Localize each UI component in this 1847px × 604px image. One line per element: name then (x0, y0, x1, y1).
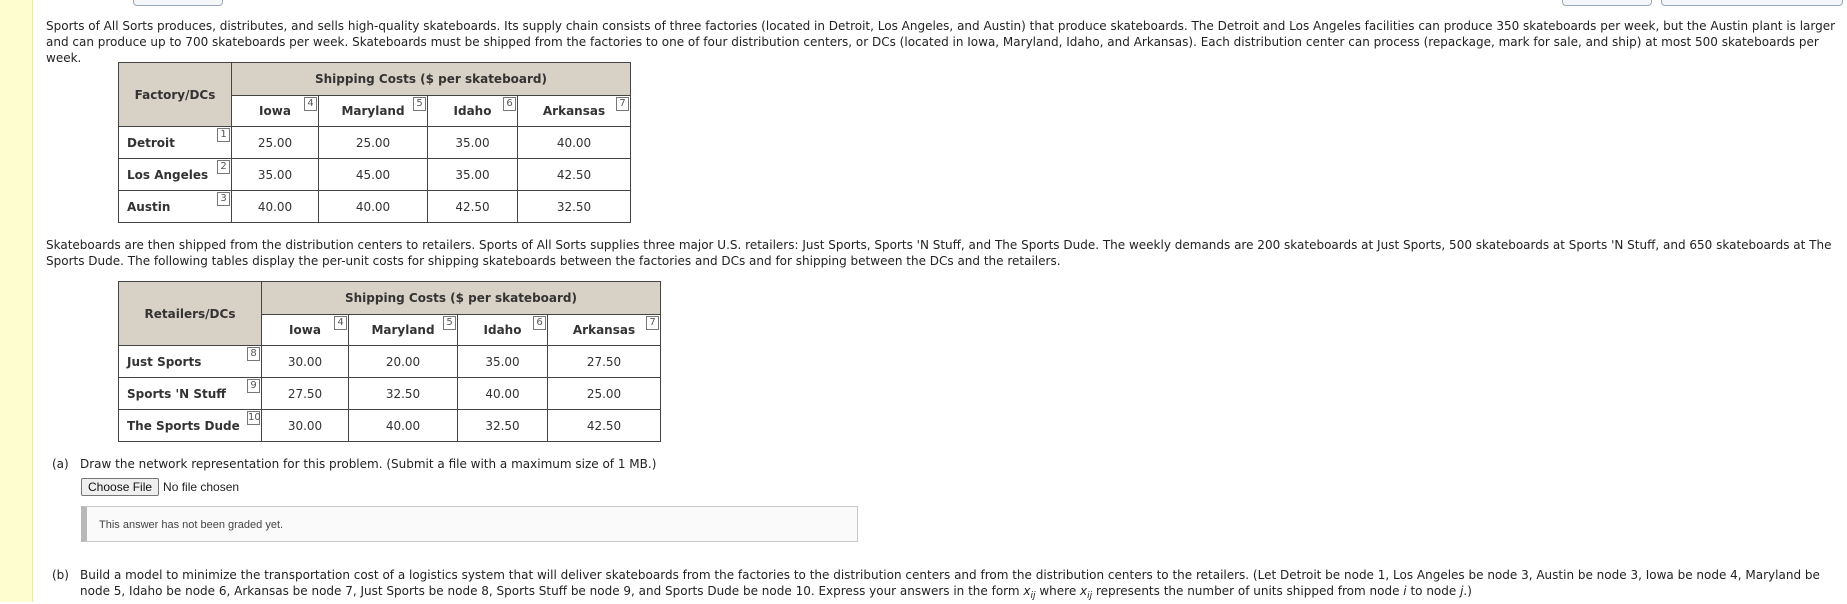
node-index-badge: 7 (616, 97, 629, 111)
table1-col-idaho: Idaho 6 (428, 96, 518, 127)
table2-row-sports-dude: The Sports Dude 10 (119, 410, 262, 442)
cost-cell: 35.00 (232, 159, 319, 191)
factory-dc-cost-table (118, 62, 631, 223)
table1-col-iowa: Iowa 4 (232, 96, 319, 127)
cost-cell: 20.00 (349, 346, 458, 378)
table1-row-austin: Austin 3 (119, 191, 232, 223)
cost-cell: 30.00 (262, 346, 349, 378)
node-index-badge: 2 (217, 160, 230, 174)
part-a-letter: (a) (52, 457, 69, 471)
table2-col-maryland: Maryland 5 (349, 315, 458, 346)
node-index-badge: 1 (217, 128, 230, 142)
cost-cell: 35.00 (458, 346, 548, 378)
table1-row-los-angeles: Los Angeles 2 (119, 159, 232, 191)
table1-group-header: Shipping Costs ($ per skateboard) (232, 63, 631, 96)
table2-row-just-sports: Just Sports 8 (119, 346, 262, 378)
cost-cell: 25.00 (319, 127, 428, 159)
cost-cell: 40.00 (232, 191, 319, 223)
top-button-right-1[interactable] (1562, 0, 1652, 6)
table-row (119, 191, 631, 223)
table1-col-arkansas: Arkansas 7 (518, 96, 631, 127)
file-upload (81, 478, 239, 496)
cost-cell: 40.00 (349, 410, 458, 442)
part-a-text: Draw the network representation for this problem. (Submit a file with a maximum size of 1 MB.) (80, 457, 657, 471)
cost-cell: 32.50 (458, 410, 548, 442)
cost-cell: 32.50 (518, 191, 631, 223)
top-button-right-2[interactable] (1661, 0, 1843, 6)
table2-corner-header: Retailers/DCs (119, 282, 262, 346)
graded-status-box: This answer has not been graded yet. (81, 506, 858, 542)
node-index-badge: 5 (413, 97, 426, 111)
cost-cell: 32.50 (349, 378, 458, 410)
cost-cell: 45.00 (319, 159, 428, 191)
cost-cell: 42.50 (428, 191, 518, 223)
cost-cell: 27.50 (548, 346, 661, 378)
table1-corner-header: Factory/DCs (119, 63, 232, 127)
node-index-badge: 7 (646, 316, 659, 330)
intro-paragraph: Sports of All Sorts produces, distributes, and sells high-quality skateboards. Its supply chain consists of three factories (located in Detroit, Los Angeles, and Austin) that produce skateboards. The Detroit and Los Angeles facilities can produce 350 skateboards per week, but the Austin plant is larger and can produce up to 700 skateboards per week. Skateboards must be shipped from the factories to one of four distribution centers, or DCs (located in Iowa, Maryland, Idaho, and Arkansas). Each distribution center can process (repackage, mark for sale, and ship) at most 500 skateboards per week. (46, 19, 1836, 65)
node-index-badge: 4 (304, 97, 317, 111)
table2-group-header: Shipping Costs ($ per skateboard) (262, 282, 661, 315)
table-row (119, 159, 631, 191)
cost-cell: 40.00 (319, 191, 428, 223)
table1-col-maryland: Maryland 5 (319, 96, 428, 127)
retailer-dc-cost-table (118, 281, 661, 442)
choose-file-button[interactable]: Choose File (81, 478, 159, 496)
part-b-text: Build a model to minimize the transportation cost of a logistics system that will deliver skateboards from the factories to the distribution centers and from the distribution centers to the retailers. (Let Detroit be node 1, Los Angeles be node 3, Austin be node 3, Iowa be node 4, Maryland be node 5, Idaho be node 6, Arkansas be node 7, Just Sports be node 8, Sports Stuff be node 9, and Sports Dude be node 10. Express your answers in the form $x_{ij}$ where $x_{ij}$ represents the number of units shipped from node i to node j.) (80, 568, 1820, 601)
top-button-left[interactable] (133, 0, 223, 6)
cost-cell: 42.50 (518, 159, 631, 191)
cost-cell: 40.00 (458, 378, 548, 410)
node-index-badge: 5 (443, 316, 456, 330)
table-row (119, 378, 661, 410)
table2-col-arkansas: Arkansas 7 (548, 315, 661, 346)
no-file-text: No file chosen (163, 480, 240, 494)
table2-row-sports-n-stuff: Sports 'N Stuff 9 (119, 378, 262, 410)
table-row (119, 127, 631, 159)
node-index-badge: 9 (247, 379, 260, 393)
second-paragraph: Skateboards are then shipped from the distribution centers to retailers. Sports of All Sorts supplies three major U.S. retailers: Just Sports, Sports 'N Stuff, and The Sports Dude. The weekly demands are 200 skateboards at Just Sports, 500 skateboards at Sports 'N Stuff, and 650 skateboards at The Sports Dude. The following tables display the per-unit costs for shipping skateboards between the factories and DCs and for shipping between the DCs and the retailers. (46, 238, 1832, 268)
node-index-badge: 6 (503, 97, 516, 111)
cost-cell: 25.00 (232, 127, 319, 159)
part-b-letter: (b) (52, 568, 69, 582)
node-index-badge: 3 (217, 192, 230, 206)
table2-col-iowa: Iowa 4 (262, 315, 349, 346)
cost-cell: 42.50 (548, 410, 661, 442)
table2-col-idaho: Idaho 6 (458, 315, 548, 346)
cost-cell: 40.00 (518, 127, 631, 159)
table-row (119, 410, 661, 442)
table-row (119, 346, 661, 378)
table1-row-detroit: Detroit 1 (119, 127, 232, 159)
cost-cell: 30.00 (262, 410, 349, 442)
node-index-badge: 6 (533, 316, 546, 330)
left-gutter (0, 0, 33, 602)
cost-cell: 35.00 (428, 127, 518, 159)
cost-cell: 27.50 (262, 378, 349, 410)
cost-cell: 25.00 (548, 378, 661, 410)
cost-cell: 35.00 (428, 159, 518, 191)
node-index-badge: 4 (334, 316, 347, 330)
node-index-badge: 10 (248, 412, 261, 423)
node-index-badge: 8 (247, 347, 260, 361)
